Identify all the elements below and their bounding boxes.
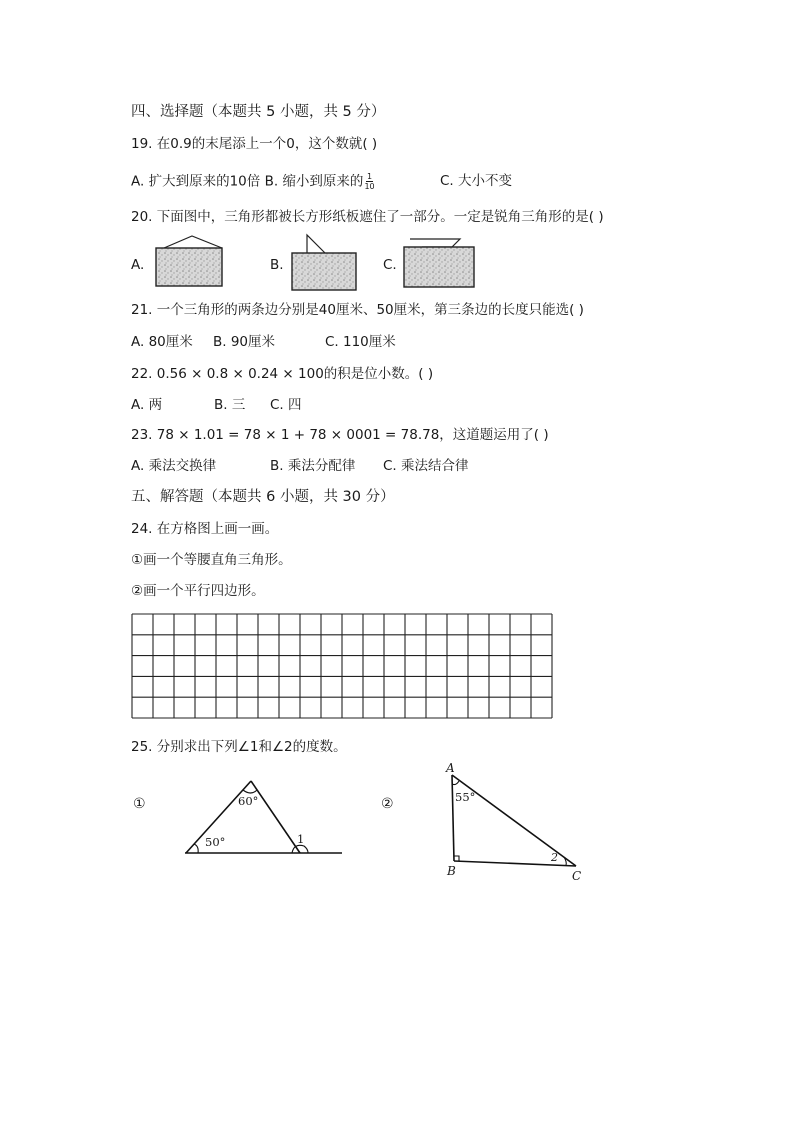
section-title-4: 四、选择题（本题共 5 小题，共 5 分） <box>131 104 386 120</box>
q21-stem: 21. 一个三角形的两条边分别是40厘米、50厘米，第三条边的长度只能选( ) <box>131 302 584 318</box>
cardboard-cover <box>404 247 474 287</box>
q24-item-1: ①画一个等腰直角三角形。 <box>131 552 292 568</box>
q24-stem: 24. 在方格图上画一画。 <box>131 521 279 537</box>
triangle-edge <box>307 235 325 253</box>
fig1-angle-top: 60° <box>238 794 259 808</box>
fig1-angle-1: 1 <box>297 832 305 846</box>
fig2-vertex-b: B <box>447 864 456 878</box>
angle-arc-top <box>243 790 257 793</box>
q21-option-b: B. 90厘米 <box>213 334 276 350</box>
fig2-angle-2: 2 <box>551 851 558 864</box>
figure-2-triangle <box>446 770 582 868</box>
q21-option-c: C. 110厘米 <box>325 334 396 350</box>
fig2-vertex-a: A <box>446 761 455 775</box>
q22-stem: 22. 0.56 × 0.8 × 0.24 × 100的积是位小数。( ) <box>131 366 434 382</box>
q19-stem: 19. 在0.9的末尾添上一个0，这个数就( ) <box>131 136 378 152</box>
drawing-grid[interactable] <box>130 612 554 722</box>
triangle-edge <box>164 236 222 248</box>
fig2-label: ② <box>381 796 394 812</box>
fraction-numerator: 1 <box>366 172 373 181</box>
q23-option-c: C. 乘法结合律 <box>383 458 469 474</box>
angle-arc-left <box>194 844 198 853</box>
q19-b-text: 缩小到原来的 <box>282 173 364 190</box>
fig2-vertex-c: C <box>572 869 582 883</box>
fig1-angle-left: 50° <box>205 835 226 849</box>
q20-a-label: A. <box>131 257 145 273</box>
triangle-right-side <box>251 781 300 853</box>
q25-stem: 25. 分别求出下列∠1和∠2的度数。 <box>131 739 347 755</box>
q20-stem: 20. 下面图中，三角形都被长方形纸板遮住了一部分。一定是锐角三角形的是( ) <box>131 209 604 225</box>
angle-arc-a <box>452 781 459 785</box>
q22-option-a: A. 两 <box>131 397 163 413</box>
q19-a-label: A. <box>131 173 145 190</box>
fraction-denominator: 10 <box>364 182 375 191</box>
q19-a-text: 扩大到原来的10倍 <box>148 173 261 190</box>
q22-option-b: B. 三 <box>214 397 246 413</box>
q20-b-label: B. <box>270 257 284 273</box>
q23-option-a: A. 乘法交换律 <box>131 458 217 474</box>
q19-b-fraction <box>364 172 374 191</box>
q20-option-a-figure <box>152 234 226 288</box>
cardboard-cover <box>292 253 356 290</box>
triangle-edge <box>410 239 460 247</box>
q20-option-c-figure <box>402 235 476 289</box>
q19-option-a <box>131 172 375 191</box>
q19-b-label: B. <box>264 173 279 190</box>
section-title-5: 五、解答题（本题共 6 小题，共 30 分） <box>131 489 395 505</box>
q19-option-c: C. 大小不变 <box>440 173 513 189</box>
q23-option-b: B. 乘法分配律 <box>270 458 356 474</box>
q20-c-label: C. <box>383 257 397 273</box>
q23-stem: 23. 78 × 1.01 = 78 × 1 + 78 × 0001 = 78.78，这道题运用了( ) <box>131 427 549 443</box>
cardboard-cover <box>156 248 222 286</box>
q20-option-b-figure <box>289 231 359 293</box>
q21-option-a: A. 80厘米 <box>131 334 193 350</box>
fig2-angle-a: 55° <box>455 790 476 804</box>
q22-option-c: C. 四 <box>270 397 302 413</box>
q24-item-2: ②画一个平行四边形。 <box>131 583 265 599</box>
side-ab <box>452 775 454 861</box>
fig1-label: ① <box>133 796 146 812</box>
